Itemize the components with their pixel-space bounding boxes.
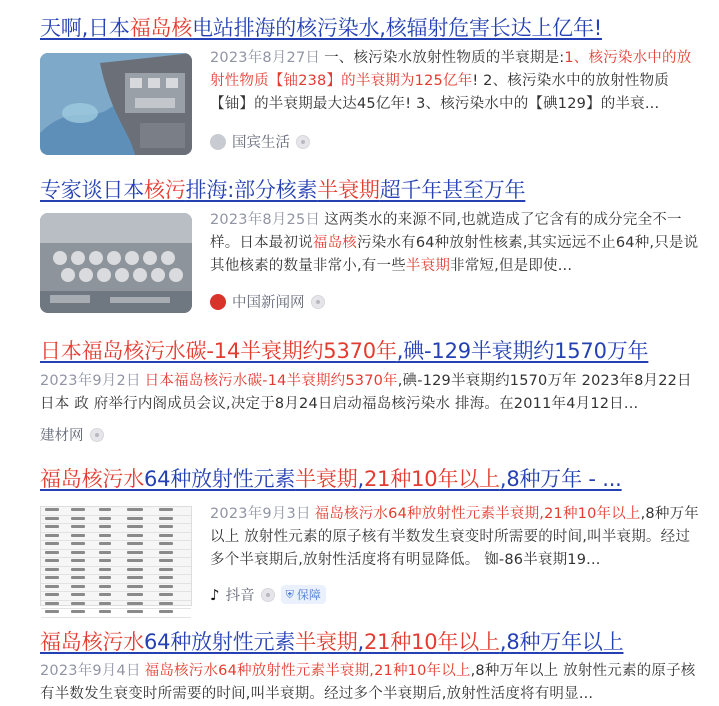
- source-avatar: [210, 294, 226, 310]
- table-thumbnail-row: [41, 601, 191, 610]
- result-source[interactable]: [40, 424, 104, 445]
- result-snippet: 2023年8月27日 一、核污染水放射性物质的半衰期是:1、核污染水中的放射性物质【铀238】的半衰期为125亿年! 2、核污染水中的放射性物质【铀】的半衰期最大达45亿年! 3、核污染水中的【碘129】的半衰...: [210, 50, 692, 112]
- shield-badge-icon: ⛨: [285, 587, 294, 601]
- table-thumbnail-row: [41, 558, 191, 567]
- table-thumbnail-row: [41, 609, 191, 618]
- source-name: 国宾生活: [232, 135, 290, 151]
- result-title-link[interactable]: 天啊,日本福岛核电站排海的核污染水,核辐射危害长达上亿年!: [40, 16, 602, 40]
- result-thumbnail[interactable]: [40, 213, 192, 313]
- result-thumbnail-table[interactable]: [40, 506, 192, 606]
- result-title-link[interactable]: 福岛核污水64种放射性元素半衰期,21种10年以上,8种万年 - ...: [40, 467, 622, 491]
- result-title-link[interactable]: 日本福岛核污水碳-14半衰期约5370年,碘-129半衰期约1570万年: [40, 339, 649, 363]
- result-snippet: 2023年9月3日 福岛核污水64种放射性元素半衰期,21种10年以上,8种万年以上 放射性元素的原子核有半数发生衰变时所需要的时间,叫半衰期。经过多个半衰期后,放射性活度将有明显降低。 铷-86半衰期19...: [210, 506, 699, 568]
- result-snippet: 2023年9月4日 福岛核污水64种放射性元素半衰期,21种10年以上,8种万年以上 放射性元素的原子核有半数发生衰变时所需要的时间,叫半衰期。经过多个半衰期后,放射性活度将有明显...: [40, 663, 696, 702]
- source-name: 抖音: [225, 588, 255, 604]
- result-source[interactable]: [210, 131, 310, 152]
- table-thumbnail-row: [41, 507, 191, 516]
- result-thumbnail[interactable]: [40, 53, 192, 155]
- circle-menu-icon[interactable]: [311, 295, 325, 309]
- table-thumbnail-row: [41, 592, 191, 601]
- result-source[interactable]: [210, 584, 326, 605]
- source-name: 建材网: [40, 428, 84, 444]
- result-source[interactable]: [210, 291, 325, 312]
- table-thumbnail-row: [41, 533, 191, 542]
- source-name: 中国新闻网: [232, 295, 305, 311]
- table-thumbnail-row: [41, 516, 191, 525]
- circle-menu-icon[interactable]: [296, 135, 310, 149]
- table-thumbnail-row: [41, 541, 191, 550]
- table-thumbnail-row: [41, 584, 191, 593]
- guarantee-badge[interactable]: ⛨ 保障: [281, 585, 326, 604]
- table-thumbnail-row: [41, 575, 191, 584]
- result-snippet: 2023年9月2日 日本福岛核污水碳-14半衰期约5370年,碘-129半衰期约1570万年 2023年8月22日 日本 政 府举行内阁成员会议,决定于8月24日启动福岛核污染水 排海。在2011年4月12日...: [40, 373, 692, 412]
- source-avatar: [210, 134, 226, 150]
- result-title-link[interactable]: 福岛核污水64种放射性元素半衰期,21种10年以上,8种万年以上: [40, 630, 624, 654]
- douyin-logo-icon: ♪: [210, 585, 220, 604]
- result-snippet: 2023年8月25日 这两类水的来源不同,也就造成了它含有的成分完全不一样。日本最初说福岛核污染水有64种放射性核素,其实远远不止64种,只是说其他核素的数量非常小,有一些半衰期非常短,但是即使...: [210, 212, 699, 274]
- table-thumbnail-row: [41, 567, 191, 576]
- table-thumbnail-row: [41, 550, 191, 559]
- circle-menu-icon[interactable]: [90, 428, 104, 442]
- circle-menu-icon[interactable]: [261, 588, 275, 602]
- table-thumbnail-row: [41, 524, 191, 533]
- result-title-link[interactable]: 专家谈日本核污排海:部分核素半衰期超千年甚至万年: [40, 178, 526, 202]
